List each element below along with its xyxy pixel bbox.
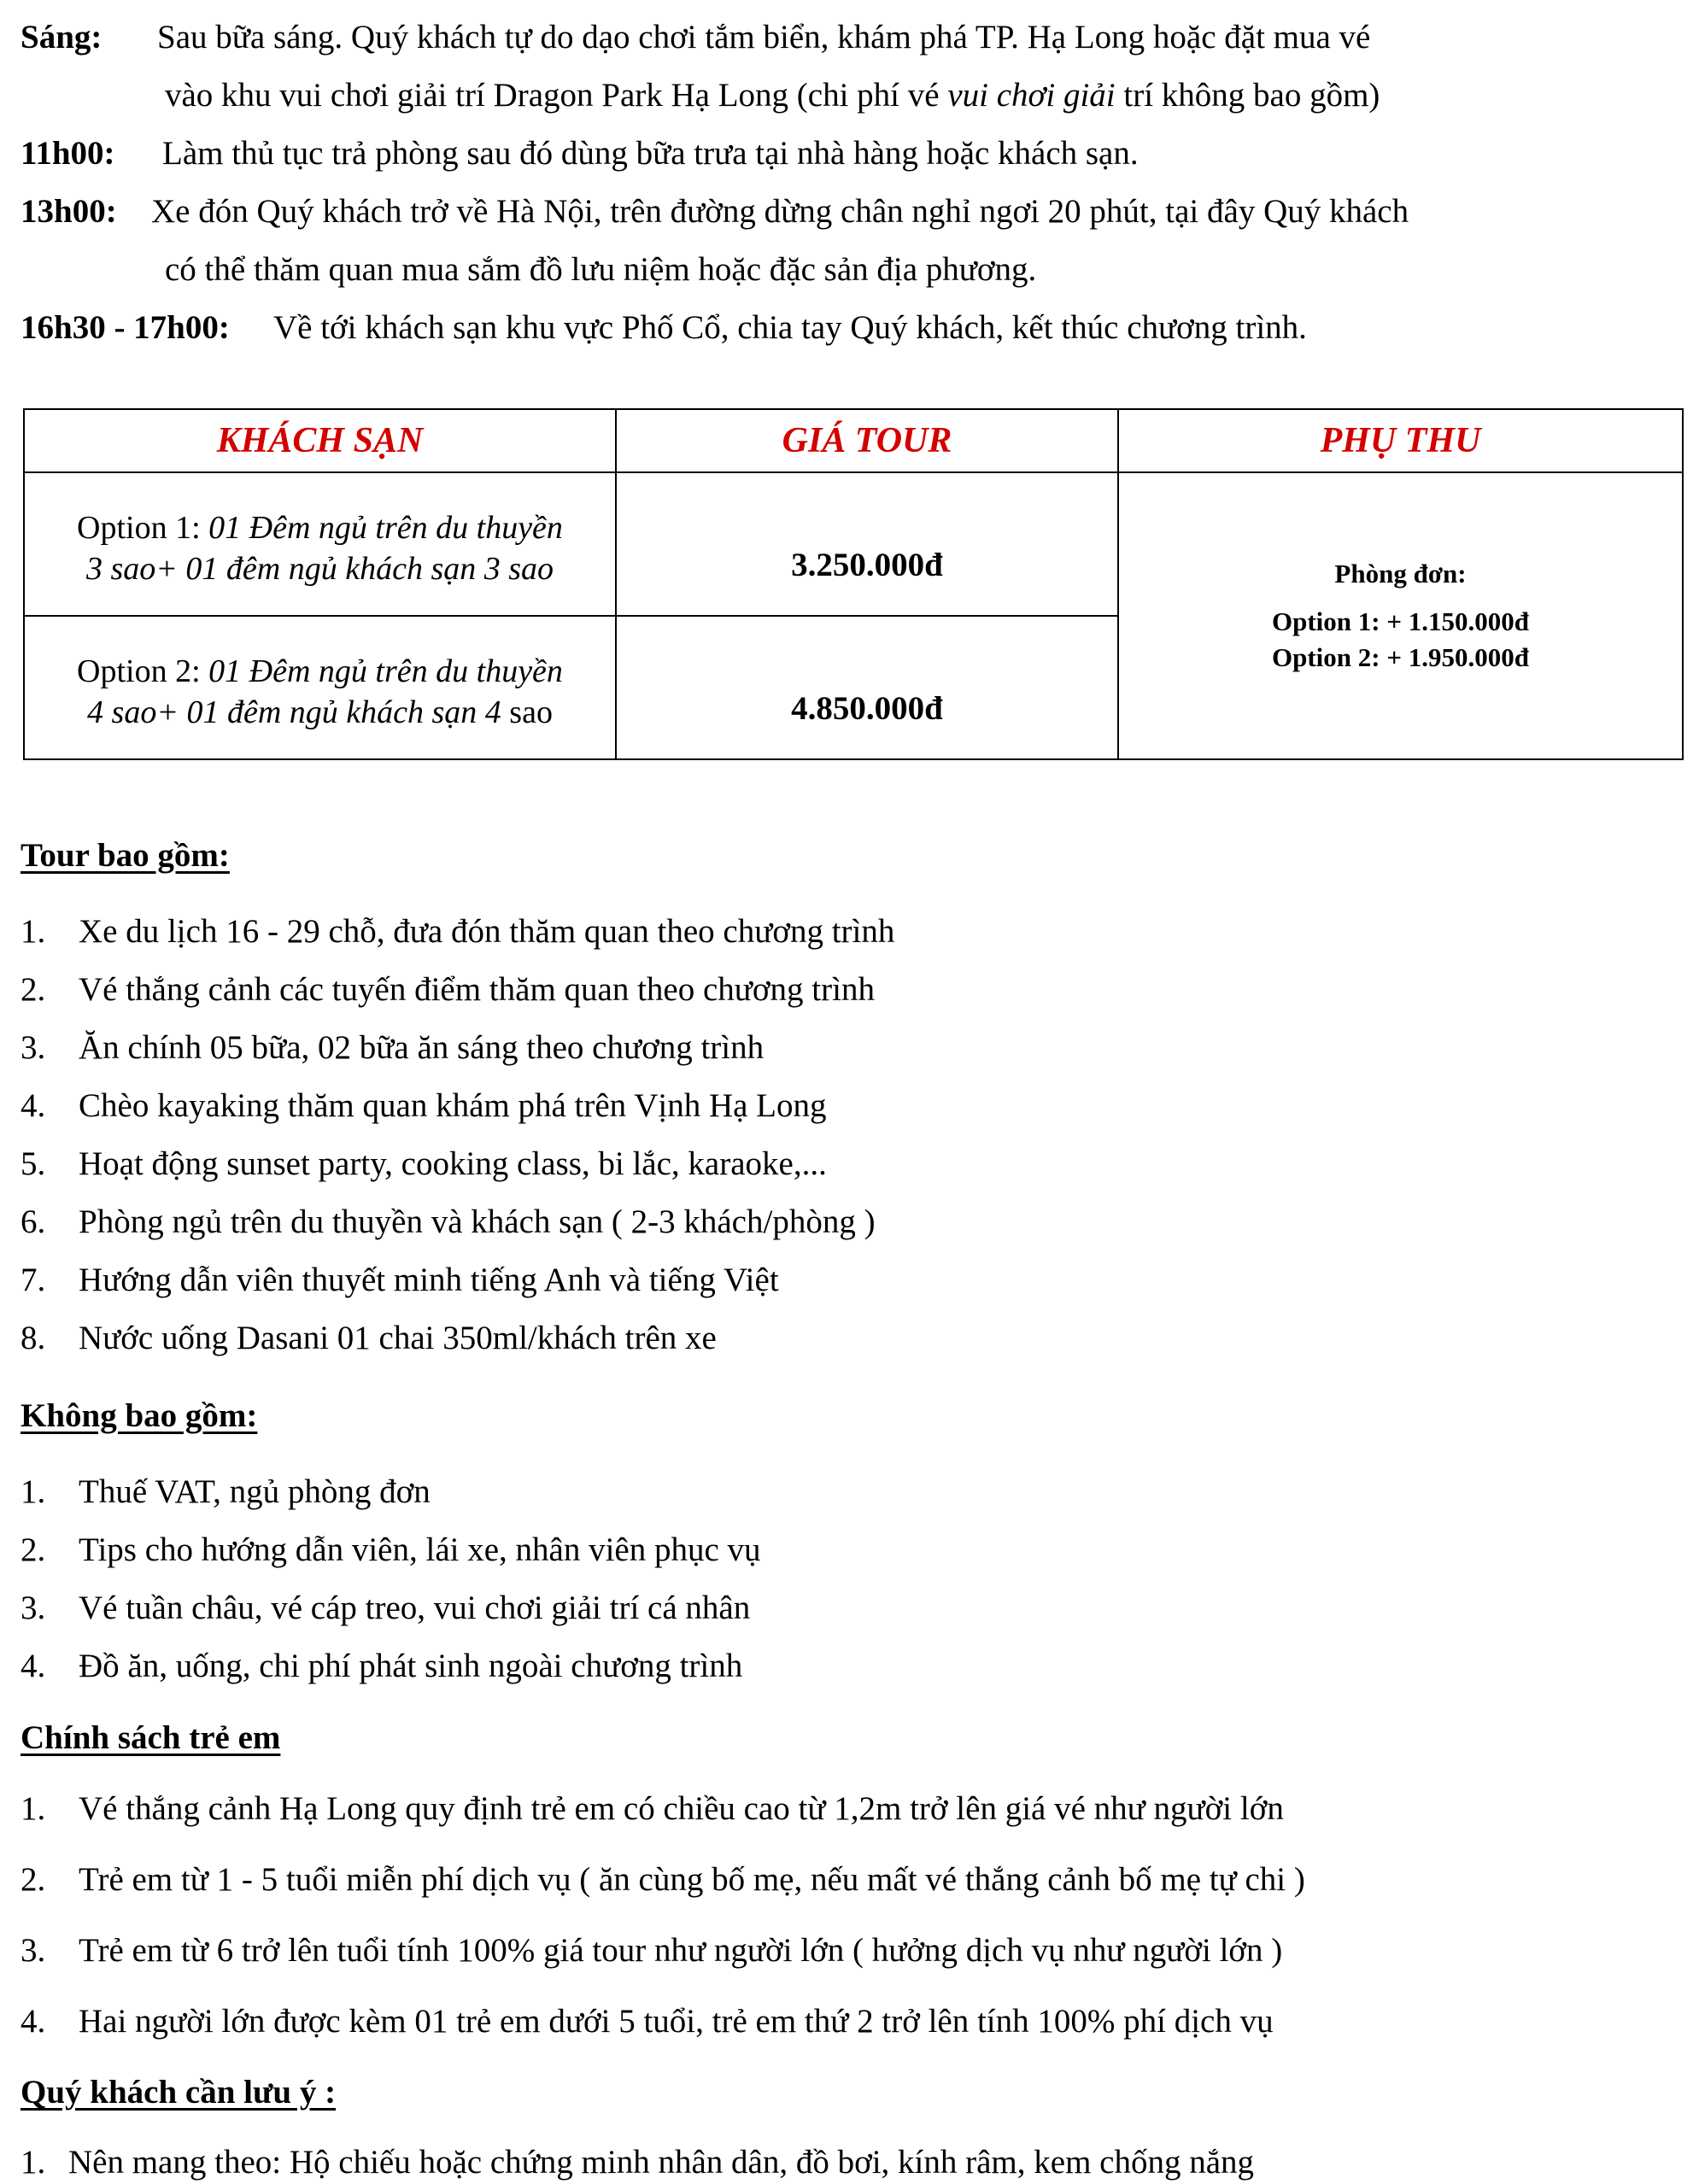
item-number: 1. [21,1473,46,1510]
option-desc-2: 4 sao+ 01 đêm ngủ khách sạn 4 [87,694,510,730]
list-item [21,1318,717,1359]
item-text: Hướng dẫn viên thuyết minh tiếng Anh và tiếng Việt [79,1262,779,1298]
text-part: vào khu vui chơi giải trí Dragon Park Hạ Long (chi phí vé [165,77,948,114]
option-cell [24,472,616,616]
option-desc-2: 3 sao+ 01 đêm ngủ khách sạn 3 sao [85,551,554,587]
option-desc [25,499,615,589]
list-item [21,1086,827,1127]
item-text: Chèo kayaking thăm quan khám phá trên Vịnh Hạ Long [79,1087,827,1124]
item-text: Trẻ em từ 1 - 5 tuổi miễn phí dịch vụ ( ăn cùng bố mẹ, nếu mất vé thắng cảnh bố mẹ tự chi ) [79,1861,1305,1898]
list-item [21,1144,827,1185]
item-number: 4. [21,1087,46,1124]
option-desc-1: 01 Đêm ngủ trên du thuyền [208,510,563,546]
header-tour-price: GIÁ TOUR [616,409,1118,472]
option-label: Option 2: [77,653,209,689]
item-text: Thuế VAT, ngủ phòng đơn [79,1473,431,1510]
item-text: Phòng ngủ trên du thuyền và khách sạn ( 2-3 khách/phòng ) [79,1203,876,1240]
itinerary-text: Xe đón Quý khách trở về Hà Nội, trên đường dừng chân nghỉ ngơi 20 phút, tại đây Quý khách [151,193,1409,230]
option-label: Option 1: [77,510,209,546]
option-desc [25,642,615,733]
children-policy-title: Chính sách trẻ em [21,1719,281,1756]
item-text: Hai người lớn được kèm 01 trẻ em dưới 5 tuổi, trẻ em thứ 2 trở lên tính 100% phí dịch vụ [79,2003,1274,2040]
excluded-title: Không bao gồm: [21,1397,258,1434]
item-number: 1. [21,913,46,950]
list-item [21,1530,761,1571]
item-number: 7. [21,1262,46,1298]
table-row [24,472,1683,616]
item-text: Trẻ em từ 6 trở lên tuổi tính 100% giá tour như người lớn ( hưởng dịch vụ như người lớn ) [79,1932,1283,1969]
item-number: 3. [21,1029,46,1066]
item-text: Vé thắng cảnh Hạ Long quy định trẻ em có chiều cao từ 1,2m trở lên giá vé như người lớn [79,1790,1284,1827]
price-table [23,408,1684,760]
item-number: 2. [21,971,46,1008]
item-number: 2. [21,1531,46,1568]
list-item [21,969,875,1010]
list-item [21,1260,779,1301]
surcharge-cell [1118,472,1683,759]
item-text: Tips cho hướng dẫn viên, lái xe, nhân viên phục vụ [79,1531,761,1568]
table-header-row [24,409,1683,472]
text-part: trí không bao gồm) [1115,77,1380,114]
itinerary-sang [21,17,102,58]
item-text: Đồ ăn, uống, chi phí phát sinh ngoài chương trình [79,1648,743,1684]
list-item [21,1859,1305,1900]
item-text: Xe du lịch 16 - 29 chỗ, đưa đón thăm quan theo chương trình [79,913,895,950]
price-value: 4.850.000đ [791,689,943,727]
option-desc-1: 01 Đêm ngủ trên du thuyền [208,653,563,689]
itinerary-text: Về tới khách sạn khu vực Phố Cổ, chia tay Quý khách, kết thúc chương trình. [273,309,1307,346]
item-number: 3. [21,1590,46,1626]
itinerary-text: Làm thủ tục trả phòng sau đó dùng bữa trưa tại nhà hàng hoặc khách sạn. [162,135,1139,172]
price-cell [616,472,1118,616]
list-item [21,2142,1254,2183]
option-cell [24,616,616,759]
surcharge-option-1: Option 1: + 1.150.000đ [1271,606,1529,636]
item-number: 3. [21,1932,46,1969]
itinerary-text [165,75,1380,116]
notes-title: Quý khách cần lưu ý : [21,2074,337,2111]
item-number: 6. [21,1203,46,1240]
time-label: 13h00: [21,193,117,230]
item-number: 1. [21,1790,46,1827]
item-text: Ăn chính 05 bữa, 02 bữa ăn sáng theo chương trình [79,1029,765,1066]
list-item [21,1930,1282,1971]
item-number: 4. [21,1648,46,1684]
item-number: 4. [21,2003,46,2040]
time-label: 16h30 - 17h00: [21,309,230,346]
itinerary-text: Sau bữa sáng. Quý khách tự do dạo chơi tắm biển, khám phá TP. Hạ Long hoặc đặt mua vé [157,19,1371,56]
item-text: Nên mang theo: Hộ chiếu hoặc chứng minh nhân dân, đồ bơi, kính râm, kem chống nắng [68,2144,1255,2181]
list-item [21,2001,1274,2042]
item-number: 1. [21,2144,46,2181]
surcharge-option-2: Option 2: + 1.950.000đ [1271,642,1529,672]
list-item [21,1789,1284,1830]
item-number: 5. [21,1145,46,1182]
header-hotel: KHÁCH SẠN [24,409,616,472]
list-item [21,911,894,952]
list-item [21,1646,742,1687]
text-part-italic: vui chơi giải [947,77,1116,114]
itinerary-text: có thể thăm quan mua sắm đồ lưu niệm hoặc đặc sản địa phương. [165,251,1037,288]
list-item [21,1472,431,1513]
option-desc-2b: sao [509,694,553,730]
item-text: Vé thắng cảnh các tuyến điểm thăm quan theo chương trình [79,971,875,1008]
price-cell [616,616,1118,759]
time-label: 11h00: [21,135,115,172]
included-title: Tour bao gồm: [21,837,230,874]
surcharge-title: Phòng đơn: [1334,559,1467,588]
item-number: 2. [21,1861,46,1898]
header-surcharge: PHỤ THU [1118,409,1683,472]
price-value: 3.250.000đ [791,546,943,583]
item-text: Nước uống Dasani 01 chai 350ml/khách trên xe [79,1320,717,1356]
time-label: Sáng: [21,19,103,56]
list-item [21,1202,876,1243]
item-text: Hoạt động sunset party, cooking class, bi lắc, karaoke,... [79,1145,827,1182]
item-number: 8. [21,1320,46,1356]
list-item [21,1588,750,1629]
surcharge-block [1119,556,1682,676]
item-text: Vé tuần châu, vé cáp treo, vui chơi giải trí cá nhân [79,1590,751,1626]
list-item [21,1028,764,1069]
